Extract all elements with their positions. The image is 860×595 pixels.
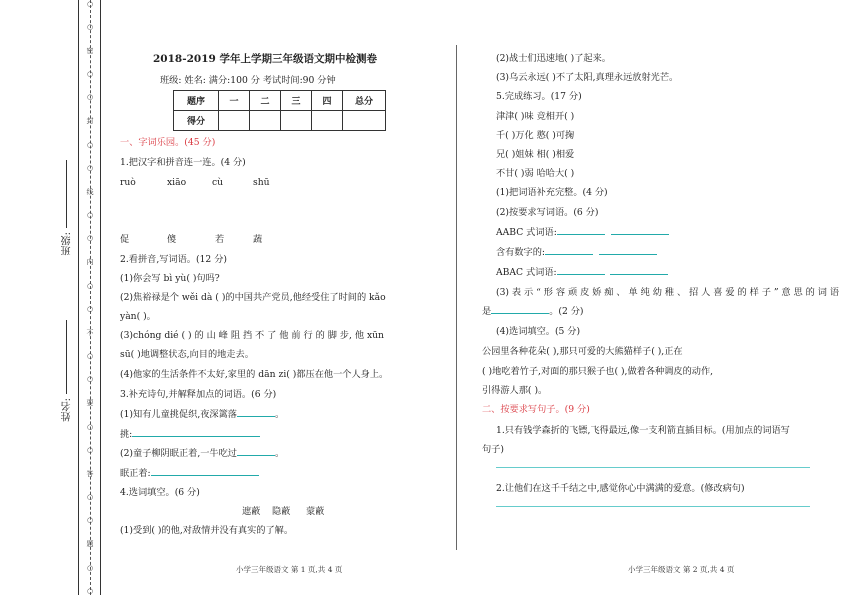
question-text xyxy=(120,428,260,442)
margin-border xyxy=(78,0,79,595)
exam-title: 2018-2019 学年上学期三年级语文期中检测卷 xyxy=(153,53,377,65)
question-text: (2)童子柳阴眠正着,一牛吃过 。 xyxy=(120,448,285,459)
seal-circle: ○ xyxy=(86,422,94,431)
question-text xyxy=(496,266,668,280)
seal-char: 内 xyxy=(86,258,94,267)
name-label: 姓名: xyxy=(62,398,73,422)
exam-info: 班级: 姓名: 满分:100 分 考试时间:90 分钟 xyxy=(160,75,336,86)
name-blank[interactable] xyxy=(66,320,67,394)
hanzi: 若 xyxy=(215,234,225,245)
answer-blank[interactable] xyxy=(132,436,260,437)
word-choice: 隐蔽 xyxy=(272,506,291,517)
question-text: (1)知有儿童挑促织,夜深篱落 。 xyxy=(120,409,285,420)
question-text: (3)chóng dié ( ) 的 山 峰 阻 挡 不 了 他 前 行 的 脚 步, 他 xūn xyxy=(120,330,384,341)
seal-circle: ○ xyxy=(86,0,94,8)
table-cell: 一 xyxy=(219,91,250,111)
seal-circle: ○ xyxy=(86,22,94,31)
answer-label: ABAC 式词语: xyxy=(496,267,557,278)
word-choice: 遮蔽 xyxy=(242,506,261,517)
question-text: (2)按要求写词语。(6 分) xyxy=(496,207,599,218)
seal-circle: ○ xyxy=(86,516,94,525)
hanzi: 傻 xyxy=(167,234,177,245)
answer-label: 挑: xyxy=(120,429,133,440)
question-text: 1.只有钱学森折的飞镖,飞得最远,像一支利箭直插目标。(用加点的词语写 xyxy=(496,425,790,436)
seal-circle: ○ xyxy=(86,281,94,290)
answer-line[interactable] xyxy=(496,467,810,468)
pinyin: xiāo xyxy=(167,177,187,188)
score-cell[interactable] xyxy=(219,111,250,131)
seal-circle: ○ xyxy=(86,70,94,79)
question-text: 2.看拼音,写词语。(12 分) xyxy=(120,254,227,265)
answer-label: 含有数字的: xyxy=(496,247,546,258)
question-text: (3)乌云永远( )不了太阳,真理永远放射光芒。 xyxy=(496,72,679,83)
seal-circle: ○ xyxy=(86,375,94,384)
table-cell: 总分 xyxy=(343,91,386,111)
binding-margin xyxy=(0,0,108,595)
seal-char: 封 xyxy=(86,117,94,126)
hanzi: 蔬 xyxy=(253,234,263,245)
seal-char: 题 xyxy=(86,540,94,549)
answer-blank[interactable] xyxy=(237,455,275,456)
answer-blank[interactable] xyxy=(557,274,605,275)
seal-circle: ○ xyxy=(86,211,94,220)
question-text: 2.让他们在这千千结之中,感觉你心中满满的爱意。(修改病句) xyxy=(496,483,745,494)
section-heading: 二、按要求写句子。(9 分) xyxy=(482,404,590,415)
seal-circle: ○ xyxy=(86,234,94,243)
answer-label: AABC 式词语: xyxy=(496,227,557,238)
pinyin: ruò xyxy=(120,177,136,188)
question-text: (4)他家的生活条件不太好,家里的 dān zi( )都压在他一个人身上。 xyxy=(120,369,389,380)
question-text: 引得游人那( )。 xyxy=(482,385,548,396)
table-cell: 得分 xyxy=(174,111,219,131)
word-choice: 蒙蔽 xyxy=(306,506,325,517)
answer-label: 是 xyxy=(482,306,492,317)
question-text xyxy=(496,246,657,260)
question-text: (3) 表 示 “ 形 容 顽 皮 娇 痴 、 单 纯 幼 稚 、 招 人 喜 爱 的 样 子 ” 意 思 的 词 语 xyxy=(496,287,840,298)
seal-circle: ○ xyxy=(86,445,94,454)
answer-blank[interactable] xyxy=(491,313,549,314)
table-cell: 二 xyxy=(250,91,281,111)
answer-blank[interactable] xyxy=(237,416,275,417)
poem-line: (2)童子柳阴眠正着,一牛吃过 xyxy=(120,448,237,459)
pinyin: shū xyxy=(253,177,270,188)
seal-circle: ○ xyxy=(86,586,94,595)
score-table xyxy=(173,90,386,131)
question-text: 3.补充诗句,并解释加点的词语。(6 分) xyxy=(120,389,277,400)
score-cell[interactable] xyxy=(343,111,386,131)
idiom-line: 兄( )姐妹 相( )相爱 xyxy=(496,149,575,160)
column-divider xyxy=(456,45,457,550)
points: 。(2 分) xyxy=(549,306,584,317)
answer-blank[interactable] xyxy=(557,234,605,235)
answer-line[interactable] xyxy=(496,506,810,507)
question-text: 1.把汉字和拼音连一连。(4 分) xyxy=(120,157,246,168)
seal-char: 答 xyxy=(86,469,94,478)
seal-char: 密 xyxy=(86,46,94,55)
table-row xyxy=(174,111,386,131)
hanzi: 促 xyxy=(120,234,130,245)
seal-char: 线 xyxy=(86,187,94,196)
seal-char: 要 xyxy=(86,399,94,408)
answer-blank[interactable] xyxy=(151,475,259,476)
question-text: (2)焦裕禄是个 wěi dà ( )的中国共产党员,他经受住了时间的 kǎo xyxy=(120,292,386,303)
question-text: 4.选词填空。(6 分) xyxy=(120,487,200,498)
seal-circle: ○ xyxy=(86,140,94,149)
seal-circle: ○ xyxy=(86,493,94,502)
answer-label: 眠正着: xyxy=(120,468,151,479)
section-heading: 一、字词乐园。(45 分) xyxy=(120,137,216,148)
table-cell: 四 xyxy=(312,91,343,111)
answer-blank[interactable] xyxy=(611,234,669,235)
idiom-line: 千( )万化 憨( )可掬 xyxy=(496,130,575,141)
score-cell[interactable] xyxy=(312,111,343,131)
margin-border xyxy=(100,0,101,595)
idiom-line: 不甘( )弱 哈哈大( ) xyxy=(496,168,575,179)
question-text: ( )地吃着竹子,对面的那只猴子也( ),做着各种调皮的动作, xyxy=(482,366,714,377)
seal-circle: ○ xyxy=(86,93,94,102)
page-footer: 小学三年级语文 第 2 页,共 4 页 xyxy=(628,565,735,574)
question-text: (1)你会写 bì yù( )句吗? xyxy=(120,273,220,284)
score-cell[interactable] xyxy=(250,111,281,131)
question-text: (1)受到( )的他,对敌情并没有真实的了解。 xyxy=(120,525,294,536)
pinyin: cù xyxy=(212,177,224,188)
question-text: (4)选词填空。(5 分) xyxy=(496,326,581,337)
question-text xyxy=(120,467,259,481)
question-text: (1)把词语补充完整。(4 分) xyxy=(496,187,608,198)
question-text xyxy=(482,305,584,319)
seal-circle: ○ xyxy=(86,352,94,361)
page-footer: 小学三年级语文 第 1 页,共 4 页 xyxy=(236,565,343,574)
table-cell: 三 xyxy=(281,91,312,111)
question-text: yàn( )。 xyxy=(120,311,156,322)
class-blank[interactable] xyxy=(66,160,67,228)
answer-blank[interactable] xyxy=(610,274,668,275)
answer-blank[interactable] xyxy=(599,254,657,255)
class-label: 班级: xyxy=(62,232,73,256)
seal-circle: ○ xyxy=(86,563,94,572)
idiom-line: 津津( )味 竞相开( ) xyxy=(496,111,575,122)
question-text: 5.完成练习。(17 分) xyxy=(496,91,582,102)
question-text: 公园里各种花朵( ),那只可爱的大熊猫样子( ),正在 xyxy=(482,346,683,357)
seal-line-text xyxy=(83,0,97,595)
question-text: 句子) xyxy=(482,444,504,455)
answer-blank[interactable] xyxy=(545,254,593,255)
poem-line: (1)知有儿童挑促织,夜深篱落 xyxy=(120,409,237,420)
score-cell[interactable] xyxy=(281,111,312,131)
table-cell: 题序 xyxy=(174,91,219,111)
seal-circle: ○ xyxy=(86,304,94,313)
question-text: sū( )地调整状态,向目的地走去。 xyxy=(120,349,254,360)
seal-circle: ○ xyxy=(86,163,94,172)
table-row xyxy=(174,91,386,111)
question-text xyxy=(496,226,669,240)
question-text: (2)战士们迅速地( )了起来。 xyxy=(496,53,611,64)
seal-char: 不 xyxy=(86,328,94,337)
